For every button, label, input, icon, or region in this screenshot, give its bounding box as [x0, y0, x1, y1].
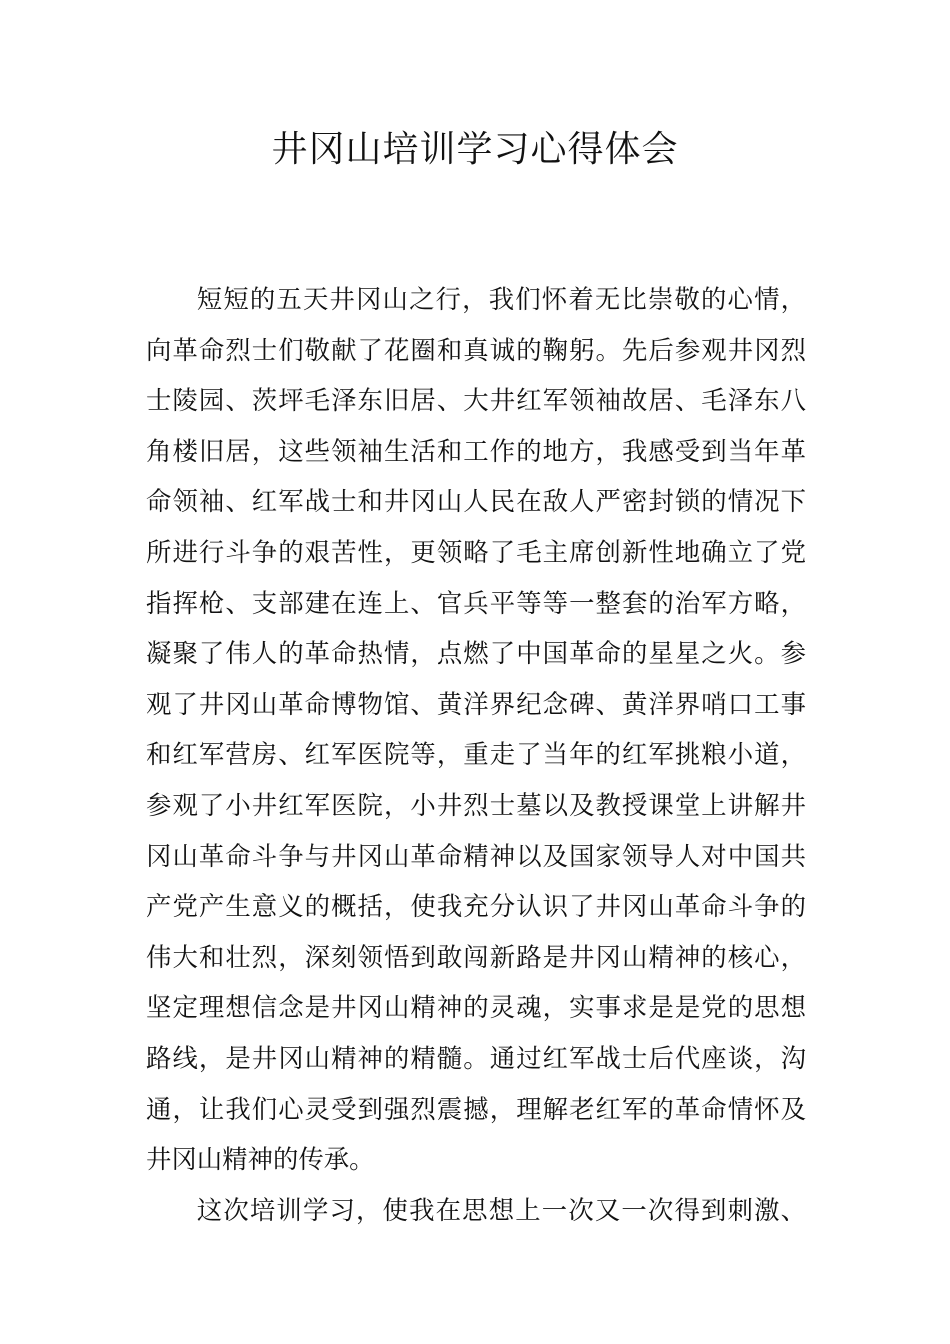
paragraph-1: 短短的五天井冈山之行，我们怀着无比崇敬的心情，向革命烈士们敬献了花圈和真诚的鞠躬。先后参观井冈烈士陵园、茨坪毛泽东旧居、大井红军领袖故居、毛泽东八角楼旧居，这些领袖生活和工作的地方，我感受到当年革命领袖、红军战士和井冈山人民在敌人严密封锁的情况下所进行斗争的艰苦性，更领略了毛主席创新性地确立了党指挥枪、支部建在连上、官兵平等等一整套的治军方略，凝聚了伟人的革命热情，点燃了中国革命的星星之火。参观了井冈山革命博物馆、黄洋界纪念碑、黄洋界哨口工事和红军营房、红军医院等，重走了当年的红军挑粮小道，参观了小井红军医院，小井烈士墓以及教授课堂上讲解井冈山革命斗争与井冈山革命精神以及国家领导人对中国共产党产生意义的概括，使我充分认识了井冈山革命斗争的伟大和壮烈，深刻领悟到敢闯新路是井冈山精神的核心，坚定理想信念是井冈山精神的灵魂，实事求是是党的思想路线，是井冈山精神的精髓。通过红军战士后代座谈，沟通，让我们心灵受到强烈震撼，理解老红军的革命情怀及井冈山精神的传承。 [146, 284, 806, 1175]
document-title: 井冈山培训学习心得体会 [271, 129, 679, 170]
document-body [146, 274, 806, 1235]
paragraph-2: 这次培训学习，使我在思想上一次又一次得到刺激、 [196, 1194, 806, 1225]
